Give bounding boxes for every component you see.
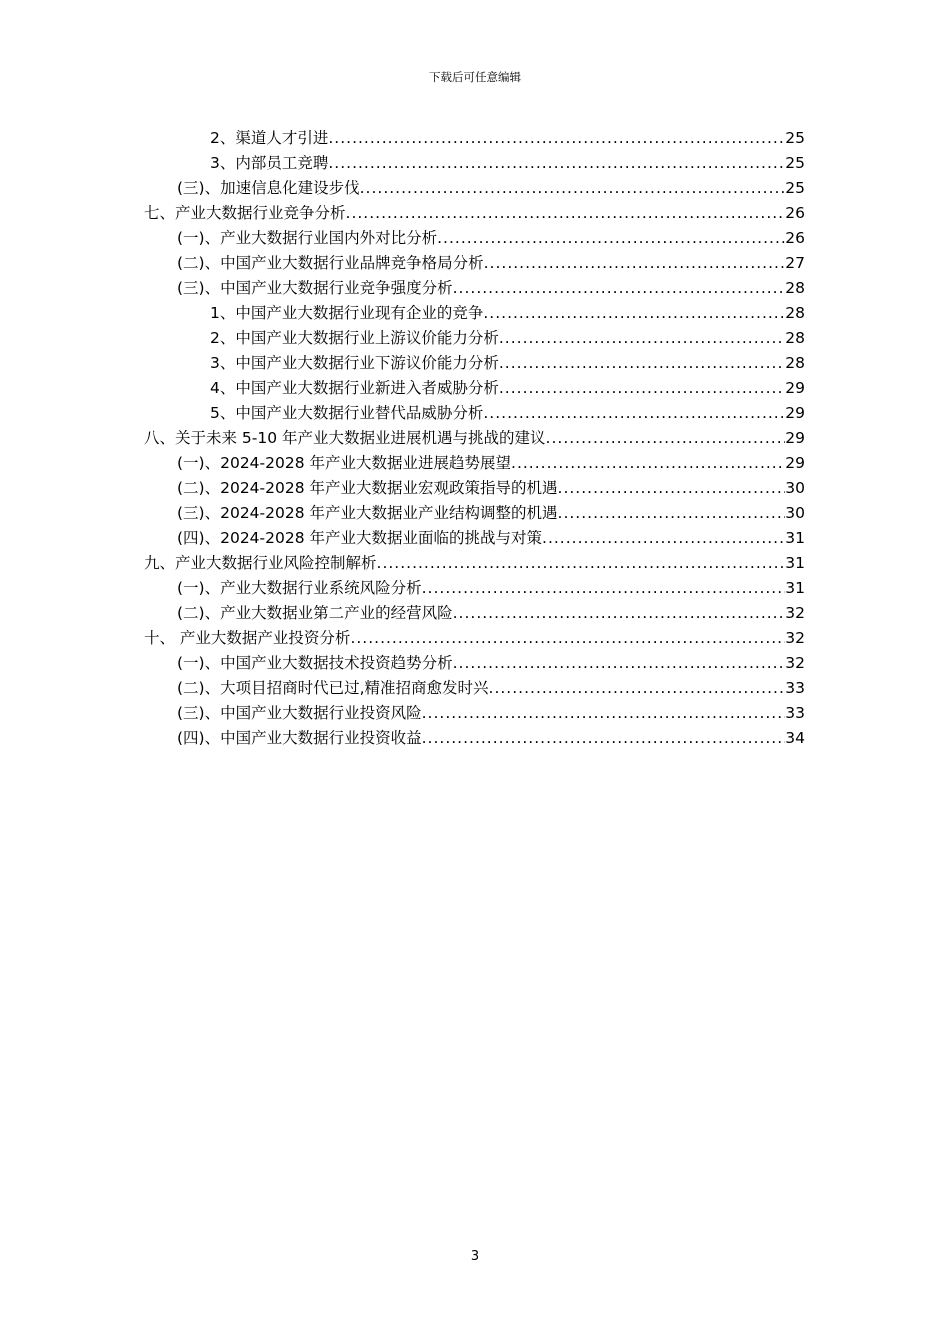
toc-entry-page: 26 bbox=[785, 204, 805, 222]
toc-entry-label: (一)、中国产业大数据技术投资趋势分析 bbox=[177, 654, 453, 672]
toc-dot-leader bbox=[542, 526, 785, 550]
page-header: 下载后可任意编辑 bbox=[429, 70, 521, 84]
toc-dot-leader bbox=[558, 501, 786, 525]
toc-entry[interactable] bbox=[177, 501, 805, 525]
toc-dot-leader bbox=[328, 126, 785, 150]
toc-entry[interactable] bbox=[177, 576, 805, 600]
toc-dot-leader bbox=[453, 651, 786, 675]
toc-dot-leader bbox=[558, 476, 786, 500]
toc-entry-page: 29 bbox=[785, 429, 805, 447]
toc-entry-label: 1、中国产业大数据行业现有企业的竞争 bbox=[210, 304, 484, 322]
toc-entry-page: 32 bbox=[785, 604, 805, 622]
toc-dot-leader bbox=[489, 676, 786, 700]
toc-entry-label: (一)、产业大数据行业系统风险分析 bbox=[177, 579, 422, 597]
toc-entry-page: 31 bbox=[785, 529, 805, 547]
toc-entry-label: (三)、加速信息化建设步伐 bbox=[177, 179, 360, 197]
toc-entry[interactable] bbox=[177, 651, 805, 675]
page-number: 3 bbox=[470, 1249, 480, 1264]
toc-dot-leader bbox=[453, 276, 786, 300]
toc-entry-label: 2、中国产业大数据行业上游议价能力分析 bbox=[210, 329, 499, 347]
toc-entry-page: 33 bbox=[785, 704, 805, 722]
toc-entry[interactable] bbox=[177, 601, 805, 625]
toc-dot-leader bbox=[511, 451, 785, 475]
toc-entry-label: 2、渠道人才引进 bbox=[210, 129, 329, 147]
toc-entry-label: (四)、2024-2028 年产业大数据业面临的挑战与对策 bbox=[177, 529, 543, 547]
toc-dot-leader bbox=[453, 601, 786, 625]
toc-entry-page: 31 bbox=[785, 579, 805, 597]
toc-entry-label: 3、内部员工竞聘 bbox=[210, 154, 329, 172]
toc-entry[interactable] bbox=[177, 226, 805, 250]
toc-entry-page: 29 bbox=[785, 379, 805, 397]
toc-entry-page: 28 bbox=[785, 329, 805, 347]
toc-entry[interactable] bbox=[210, 401, 805, 425]
toc-dot-leader bbox=[346, 201, 786, 225]
toc-dot-leader bbox=[422, 726, 786, 750]
toc-entry[interactable] bbox=[177, 176, 805, 200]
toc-dot-leader bbox=[483, 301, 785, 325]
toc-entry-page: 25 bbox=[785, 154, 805, 172]
toc-entry[interactable] bbox=[144, 201, 805, 225]
toc-entry-page: 30 bbox=[785, 479, 805, 497]
toc-entry-label: 4、中国产业大数据行业新进入者威胁分析 bbox=[210, 379, 499, 397]
toc-entry-label: (三)、中国产业大数据行业竞争强度分析 bbox=[177, 279, 453, 297]
toc-entry-page: 28 bbox=[785, 304, 805, 322]
toc-entry[interactable] bbox=[177, 251, 805, 275]
toc-dot-leader bbox=[360, 176, 786, 200]
toc-entry-label: 七、产业大数据行业竞争分析 bbox=[144, 204, 346, 222]
toc-entry-page: 25 bbox=[785, 129, 805, 147]
toc-dot-leader bbox=[499, 326, 785, 350]
toc-entry-label: (二)、产业大数据业第二产业的经营风险 bbox=[177, 604, 453, 622]
toc-entry[interactable] bbox=[177, 676, 805, 700]
toc-entry-label: (三)、2024-2028 年产业大数据业产业结构调整的机遇 bbox=[177, 504, 558, 522]
toc-entry-label: (四)、中国产业大数据行业投资收益 bbox=[177, 729, 422, 747]
toc-entry-page: 33 bbox=[785, 679, 805, 697]
toc-entry[interactable] bbox=[210, 376, 805, 400]
toc-entry[interactable] bbox=[177, 451, 805, 475]
toc-entry-page: 25 bbox=[785, 179, 805, 197]
toc-entry[interactable] bbox=[177, 701, 805, 725]
toc-entry-page: 31 bbox=[785, 554, 805, 572]
toc-dot-leader bbox=[437, 226, 785, 250]
toc-dot-leader bbox=[328, 151, 785, 175]
toc-entry-label: (二)、2024-2028 年产业大数据业宏观政策指导的机遇 bbox=[177, 479, 558, 497]
toc-entry-page: 30 bbox=[785, 504, 805, 522]
toc-entry[interactable] bbox=[210, 151, 805, 175]
toc-dot-leader bbox=[499, 351, 785, 375]
toc-entry[interactable] bbox=[144, 626, 805, 650]
toc-dot-leader bbox=[499, 376, 785, 400]
toc-dot-leader bbox=[422, 576, 786, 600]
toc-entry-page: 26 bbox=[785, 229, 805, 247]
toc-entry-page: 28 bbox=[785, 354, 805, 372]
toc-entry[interactable] bbox=[177, 276, 805, 300]
toc-dot-leader bbox=[546, 426, 786, 450]
toc-entry[interactable] bbox=[177, 726, 805, 750]
toc-entry-label: 十、 产业大数据产业投资分析 bbox=[144, 629, 351, 647]
toc-dot-leader bbox=[422, 701, 786, 725]
toc-entry-page: 28 bbox=[785, 279, 805, 297]
toc-entry[interactable] bbox=[144, 426, 805, 450]
toc-entry-label: (三)、中国产业大数据行业投资风险 bbox=[177, 704, 422, 722]
toc-entry-label: (一)、2024-2028 年产业大数据业进展趋势展望 bbox=[177, 454, 512, 472]
toc-entry-label: (一)、产业大数据行业国内外对比分析 bbox=[177, 229, 438, 247]
toc-entry-page: 32 bbox=[785, 629, 805, 647]
toc-entry[interactable] bbox=[210, 351, 805, 375]
toc-entry-label: (二)、中国产业大数据行业品牌竞争格局分析 bbox=[177, 254, 484, 272]
toc-dot-leader bbox=[377, 551, 786, 575]
toc-entry-page: 32 bbox=[785, 654, 805, 672]
toc-entry[interactable] bbox=[177, 526, 805, 550]
toc-dot-leader bbox=[484, 251, 786, 275]
toc-dot-leader bbox=[483, 401, 785, 425]
toc-entry[interactable] bbox=[210, 326, 805, 350]
toc-entry-label: 八、关于未来 5-10 年产业大数据业进展机遇与挑战的建议 bbox=[144, 429, 546, 447]
toc-entry[interactable] bbox=[177, 476, 805, 500]
toc-entry[interactable] bbox=[210, 126, 805, 150]
toc-entry-label: (二)、大项目招商时代已过,精准招商愈发时兴 bbox=[177, 679, 489, 697]
toc-entry-label: 5、中国产业大数据行业替代品威胁分析 bbox=[210, 404, 484, 422]
toc-entry-label: 九、产业大数据行业风险控制解析 bbox=[144, 554, 377, 572]
toc-entry[interactable] bbox=[144, 551, 805, 575]
toc-entry-page: 29 bbox=[785, 404, 805, 422]
toc-dot-leader bbox=[350, 626, 785, 650]
toc-entry-label: 3、中国产业大数据行业下游议价能力分析 bbox=[210, 354, 499, 372]
toc-entry[interactable] bbox=[210, 301, 805, 325]
toc-entry-page: 29 bbox=[785, 454, 805, 472]
toc-entry-page: 34 bbox=[785, 729, 805, 747]
toc-entry-page: 27 bbox=[785, 254, 805, 272]
